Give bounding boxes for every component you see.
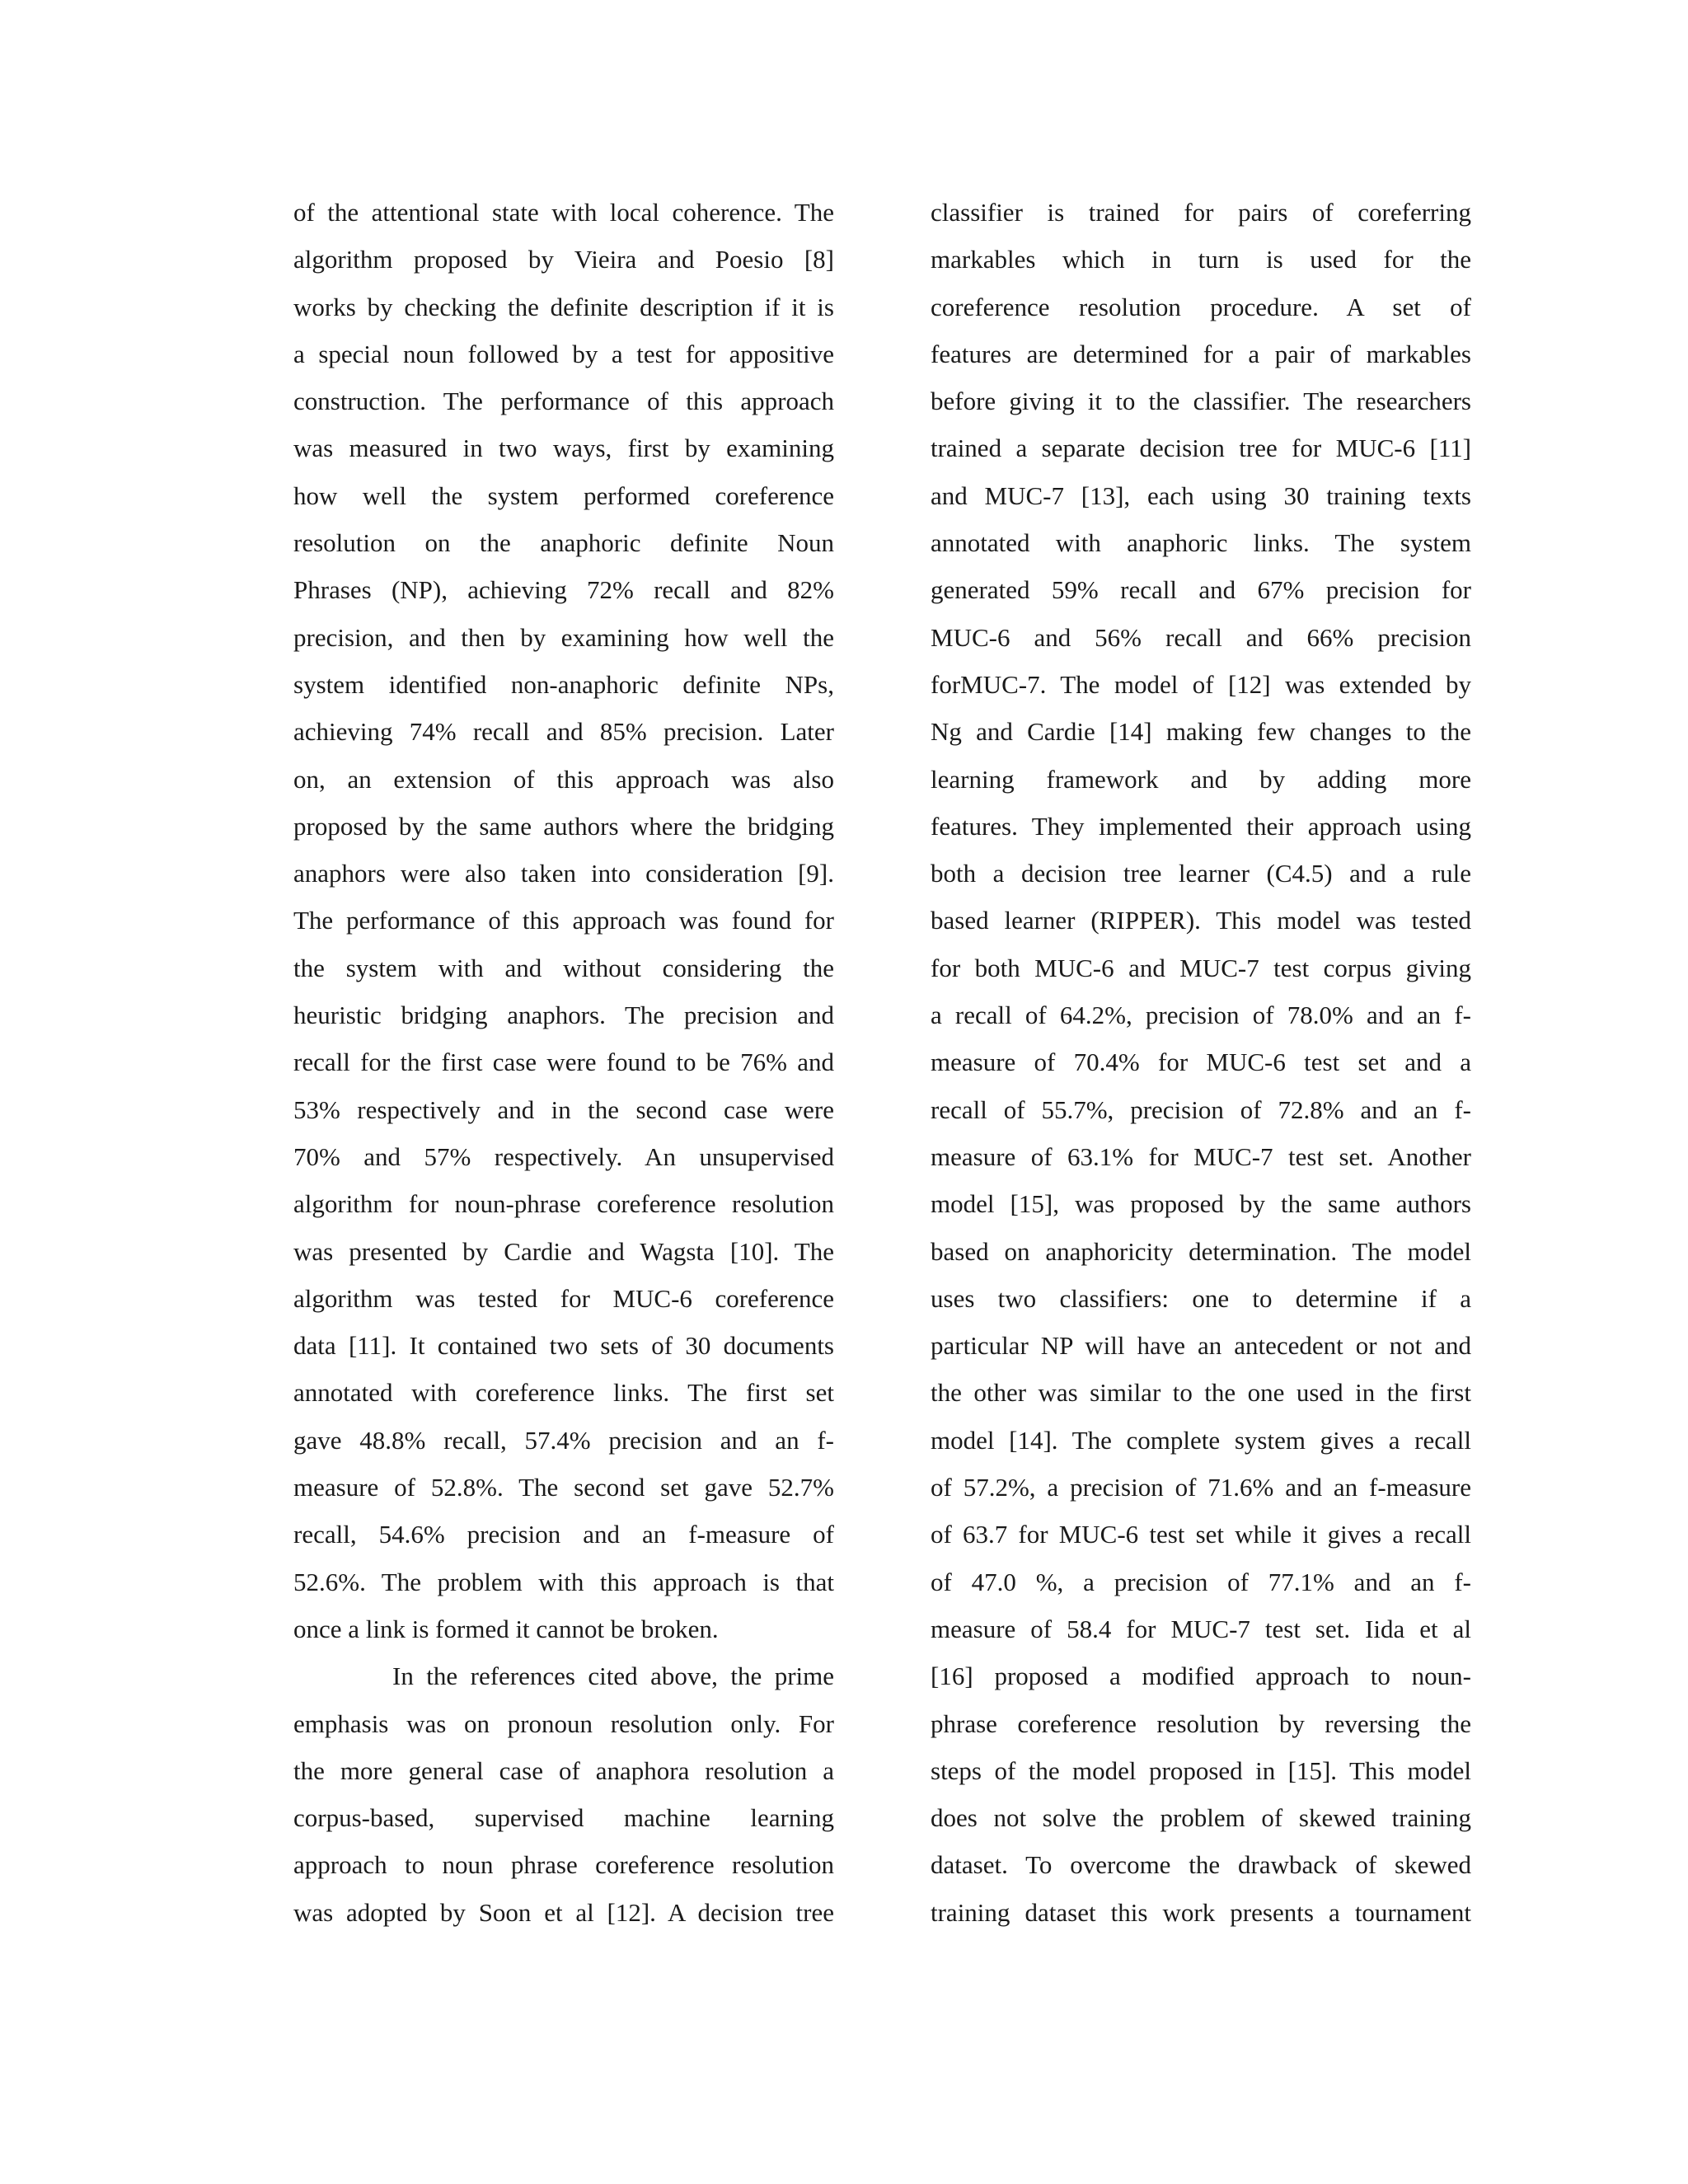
text-line: forMUC-7. The model of [12] was extended by — [931, 669, 1471, 699]
text-line: achieving 74% recall and 85% precision. Later — [293, 717, 834, 747]
text-line: features are determined for a pair of markables — [931, 339, 1471, 368]
text-line: training dataset this work presents a tournament — [931, 1897, 1471, 1927]
text-line: particular NP will have an antecedent or not and — [931, 1331, 1471, 1361]
text-line: MUC-6 and 56% recall and 66% precision — [931, 622, 1471, 652]
text-line: based learner (RIPPER). This model was tested — [931, 906, 1471, 935]
text-line: corpus-based, supervised machine learning — [293, 1803, 834, 1833]
text-line: model [14]. The complete system gives a recall — [931, 1425, 1471, 1455]
text-line: learning framework and by adding more — [931, 764, 1471, 794]
right-column — [931, 195, 1471, 1943]
text-line: heuristic bridging anaphors. The precision and — [293, 1001, 834, 1030]
text-line: and MUC-7 [13], each using 30 training texts — [931, 480, 1471, 510]
text-line: before giving it to the classifier. The researchers — [931, 387, 1471, 416]
text-line: Ng and Cardie [14] making few changes to the — [931, 717, 1471, 747]
text-line: phrase coreference resolution by reversing the — [931, 1708, 1471, 1738]
text-line: on, an extension of this approach was also — [293, 764, 834, 794]
text-line: generated 59% recall and 67% precision for — [931, 575, 1471, 605]
text-line: annotated with coreference links. The first set — [293, 1378, 834, 1408]
text-line: dataset. To overcome the drawback of skewed — [931, 1850, 1471, 1880]
text-line: measure of 63.1% for MUC-7 test set. Another — [931, 1141, 1471, 1171]
text-line: was presented by Cardie and Wagsta [10]. The — [293, 1236, 834, 1266]
text-line: 70% and 57% respectively. An unsupervised — [293, 1141, 834, 1171]
text-line: of the attentional state with local coherence. The — [293, 198, 834, 227]
text-line: the more general case of anaphora resolution a — [293, 1755, 834, 1785]
text-line: was measured in two ways, first by examining — [293, 434, 834, 463]
text-line: In the references cited above, the prime — [392, 1661, 834, 1691]
text-line: the other was similar to the one used in the first — [931, 1378, 1471, 1408]
text-line: both a decision tree learner (C4.5) and a rule — [931, 859, 1471, 888]
text-line: recall of 55.7%, precision of 72.8% and an f- — [931, 1094, 1471, 1124]
text-line: recall for the first case were found to be 76% and — [293, 1047, 834, 1077]
text-line: approach to noun phrase coreference resolution — [293, 1850, 834, 1880]
text-line: model [15], was proposed by the same authors — [931, 1189, 1471, 1219]
text-line: of 63.7 for MUC-6 test set while it gives a recall — [931, 1520, 1471, 1549]
text-line: 52.6%. The problem with this approach is that — [293, 1567, 834, 1596]
text-line: measure of 52.8%. The second set gave 52.7% — [293, 1473, 834, 1502]
text-line: how well the system performed coreference — [293, 480, 834, 510]
text-line: annotated with anaphoric links. The system — [931, 528, 1471, 558]
text-line: the system with and without considering the — [293, 953, 834, 982]
text-line: emphasis was on pronoun resolution only. For — [293, 1708, 834, 1738]
text-line: data [11]. It contained two sets of 30 documents — [293, 1331, 834, 1361]
text-line: a special noun followed by a test for appositive — [293, 339, 834, 368]
text-line: Phrases (NP), achieving 72% recall and 82% — [293, 575, 834, 605]
text-line: algorithm for noun-phrase coreference resolution — [293, 1189, 834, 1219]
text-line: recall, 54.6% precision and an f-measure of — [293, 1520, 834, 1549]
text-line: does not solve the problem of skewed training — [931, 1803, 1471, 1833]
text-line: once a link is formed it cannot be broken. — [293, 1614, 719, 1643]
text-line: system identified non-anaphoric definite NPs, — [293, 669, 834, 699]
text-line: works by checking the definite description if it is — [293, 292, 834, 321]
text-line: The performance of this approach was found for — [293, 906, 834, 935]
text-line: resolution on the anaphoric definite Noun — [293, 528, 834, 558]
left-column — [293, 195, 834, 1943]
text-line: precision, and then by examining how well the — [293, 622, 834, 652]
text-line: gave 48.8% recall, 57.4% precision and an f- — [293, 1425, 834, 1455]
text-line: [16] proposed a modified approach to noun- — [931, 1661, 1471, 1691]
text-line: 53% respectively and in the second case were — [293, 1094, 834, 1124]
text-line: was adopted by Soon et al [12]. A decision tree — [293, 1897, 834, 1927]
text-line: proposed by the same authors where the bridging — [293, 811, 834, 841]
text-line: construction. The performance of this approach — [293, 387, 834, 416]
text-line: markables which in turn is used for the — [931, 245, 1471, 274]
text-line: of 47.0 %, a precision of 77.1% and an f- — [931, 1567, 1471, 1596]
text-line: classifier is trained for pairs of coreferring — [931, 198, 1471, 227]
text-line: for both MUC-6 and MUC-7 test corpus giving — [931, 953, 1471, 982]
text-line: based on anaphoricity determination. The model — [931, 1236, 1471, 1266]
text-line: anaphors were also taken into consideration [9]. — [293, 859, 834, 888]
text-line: measure of 70.4% for MUC-6 test set and a — [931, 1047, 1471, 1077]
text-line: trained a separate decision tree for MUC-6 [11] — [931, 434, 1471, 463]
text-line: steps of the model proposed in [15]. This model — [931, 1755, 1471, 1785]
text-line: uses two classifiers: one to determine if a — [931, 1283, 1471, 1313]
text-line: features. They implemented their approach using — [931, 811, 1471, 841]
text-line: of 57.2%, a precision of 71.6% and an f-measure — [931, 1473, 1471, 1502]
text-line: a recall of 64.2%, precision of 78.0% and an f- — [931, 1001, 1471, 1030]
text-line: coreference resolution procedure. A set of — [931, 292, 1471, 321]
text-line: algorithm was tested for MUC-6 coreference — [293, 1283, 834, 1313]
text-line: measure of 58.4 for MUC-7 test set. Iida et al — [931, 1614, 1471, 1643]
text-line: algorithm proposed by Vieira and Poesio [8] — [293, 245, 834, 274]
